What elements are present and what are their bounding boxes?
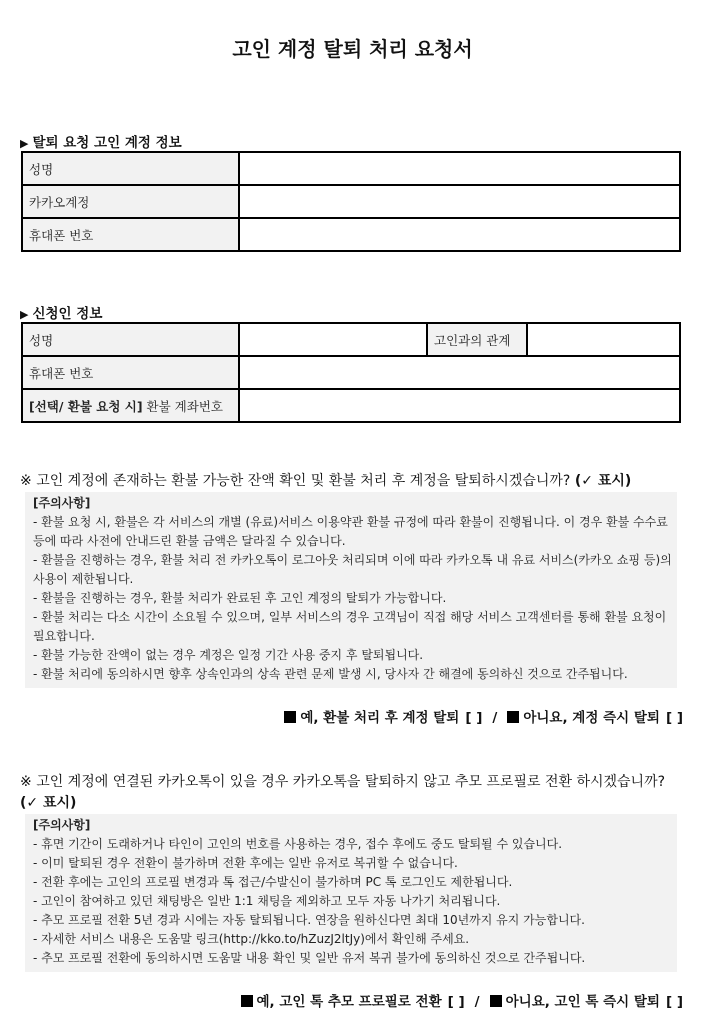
option-separator: /: [474, 994, 480, 1010]
option-delete-immediately-label: 아니요, 계정 즉시 탈퇴: [523, 710, 660, 726]
memorial-choices: [241, 990, 684, 1010]
notice-line: - 이미 탈퇴된 경우 전환이 불가하며 전환 후에는 일반 유저로 복귀할 수 없습니다.: [33, 856, 458, 870]
option-talk-delete-immediately-label: 아니요, 고인 톡 즉시 탈퇴: [505, 994, 660, 1010]
memorial-question-text: 고인 계정에 연결된 카카오톡이 있을 경우 카카오톡을 탈퇴하지 않고 추모 프로필로 전환 하시겠습니까?: [36, 774, 666, 790]
refund-account-label: [22, 389, 239, 422]
applicant-section-heading: [20, 302, 102, 322]
table-row: [22, 218, 680, 251]
table-row: [22, 323, 680, 356]
notice-line: - 환불을 진행하는 경우, 환불 처리가 완료된 후 고인 계정의 탈퇴가 가능합니다.: [33, 591, 447, 605]
refund-question: [20, 471, 690, 492]
notice-line: - 추모 프로필 전환 5년 경과 시에는 자동 탈퇴됩니다. 연장을 원하신다면 최대 10년까지 유지 가능합니다.: [33, 913, 585, 927]
option-separator: /: [492, 710, 498, 726]
applicant-name-label: 성명: [22, 323, 239, 356]
refund-choices: [284, 706, 683, 726]
deceased-info-table: [21, 151, 681, 252]
deceased-kakao-account-label: 카카오계정: [22, 185, 239, 218]
page-title: 고인 계정 탈퇴 처리 요청서: [232, 37, 473, 61]
note-mark: ※: [20, 473, 37, 489]
refund-question-text: 고인 계정에 존재하는 환불 가능한 잔액 확인 및 환불 처리 후 계정을 탈퇴하시겠습니까?: [36, 473, 575, 489]
applicant-phone-label: 휴대폰 번호: [22, 356, 239, 389]
deceased-name-label: 성명: [22, 152, 239, 185]
applicant-info-table: [21, 322, 681, 423]
notice-heading: [주의사항]: [33, 818, 91, 832]
deceased-kakao-account-field[interactable]: [239, 185, 680, 218]
applicant-name-field[interactable]: [239, 323, 427, 356]
table-row: [22, 152, 680, 185]
notice-line: - 추모 프로필 전환에 동의하시면 도움말 내용 확인 및 일반 유저 복귀 불가에 동의하신 것으로 간주됩니다.: [33, 951, 586, 965]
memorial-question: [20, 772, 690, 814]
relation-label: 고인과의 관계: [427, 323, 527, 356]
notice-line: - 전환 후에는 고인의 프로필 변경과 톡 접근/수발신이 불가하며 PC 톡 로그인도 제한됩니다.: [33, 875, 513, 889]
square-bullet-icon: [490, 995, 502, 1007]
check-mark-instruction: (✓ 표시): [574, 473, 632, 489]
notice-line: - 자세한 서비스 내용은 도움말 링크(http://kko.to/hZuzJ2ltJy)에서 확인해 주세요.: [33, 932, 470, 946]
option-talk-delete-immediately-checkbox[interactable]: [ ]: [665, 994, 683, 1010]
note-mark: ※: [20, 774, 37, 790]
applicant-phone-field[interactable]: [239, 356, 680, 389]
refund-account-label-optional: [선택/ 환불 요청 시]: [29, 398, 143, 414]
triangle-right-icon: ▶: [20, 308, 29, 321]
table-row: [22, 185, 680, 218]
option-delete-immediately-checkbox[interactable]: [ ]: [665, 710, 683, 726]
relation-field[interactable]: [527, 323, 680, 356]
table-row: [22, 389, 680, 422]
square-bullet-icon: [241, 995, 253, 1007]
notice-line: - 고인이 참여하고 있던 채팅방은 일반 1:1 채팅을 제외하고 모두 자동 나가기 처리됩니다.: [33, 894, 501, 908]
square-bullet-icon: [284, 711, 296, 723]
check-mark-instruction: (✓ 표시): [20, 795, 77, 811]
refund-account-label-text: 환불 계좌번호: [142, 398, 223, 414]
triangle-right-icon: ▶: [20, 137, 29, 150]
deceased-section-heading: [20, 131, 182, 151]
memorial-notice-box: [25, 814, 677, 972]
option-refund-then-delete-checkbox[interactable]: [ ]: [465, 710, 483, 726]
refund-notice-box: [25, 492, 677, 688]
square-bullet-icon: [507, 711, 519, 723]
notice-line: - 휴면 기간이 도래하거나 타인이 고인의 번호를 사용하는 경우, 접수 후에도 중도 탈퇴될 수 있습니다.: [33, 837, 563, 851]
notice-heading: [주의사항]: [33, 496, 91, 510]
notice-line: - 환불 요청 시, 환불은 각 서비스의 개별 (유료)서비스 이용약관 환불 규정에 따라 환불이 진행됩니다. 이 경우 환불 수수료 등에 따라 사전에 안내드린 환불 금액은 달라질 수 있습니다.: [33, 515, 668, 548]
deceased-section-title: 탈퇴 요청 고인 계정 정보: [32, 135, 182, 151]
applicant-section-title: 신청인 정보: [32, 306, 103, 322]
notice-line: - 환불 처리에 동의하시면 향후 상속인과의 상속 관련 문제 발생 시, 당사자 간 해결에 동의하신 것으로 간주됩니다.: [33, 667, 628, 681]
table-row: [22, 356, 680, 389]
refund-account-field[interactable]: [239, 389, 680, 422]
notice-line: - 환불을 진행하는 경우, 환불 처리 전 카카오톡이 로그아웃 처리되며 이에 따라 카카오톡 내 유료 서비스(카카오 쇼핑 등)의 사용이 제한됩니다.: [33, 553, 672, 586]
notice-line: - 환불 처리는 다소 시간이 소요될 수 있으며, 일부 서비스의 경우 고객님이 직접 해당 서비스 고객센터를 통해 환불 요청이 필요합니다.: [33, 610, 667, 643]
deceased-phone-field[interactable]: [239, 218, 680, 251]
notice-line: - 환불 가능한 잔액이 없는 경우 계정은 일정 기간 사용 중지 후 탈퇴됩니다.: [33, 648, 424, 662]
option-memorial-profile-label: 예, 고인 톡 추모 프로필로 전환: [256, 994, 442, 1010]
option-refund-then-delete-label: 예, 환불 처리 후 계정 탈퇴: [300, 710, 460, 726]
deceased-phone-label: 휴대폰 번호: [22, 218, 239, 251]
option-memorial-profile-checkbox[interactable]: [ ]: [447, 994, 465, 1010]
deceased-name-field[interactable]: [239, 152, 680, 185]
